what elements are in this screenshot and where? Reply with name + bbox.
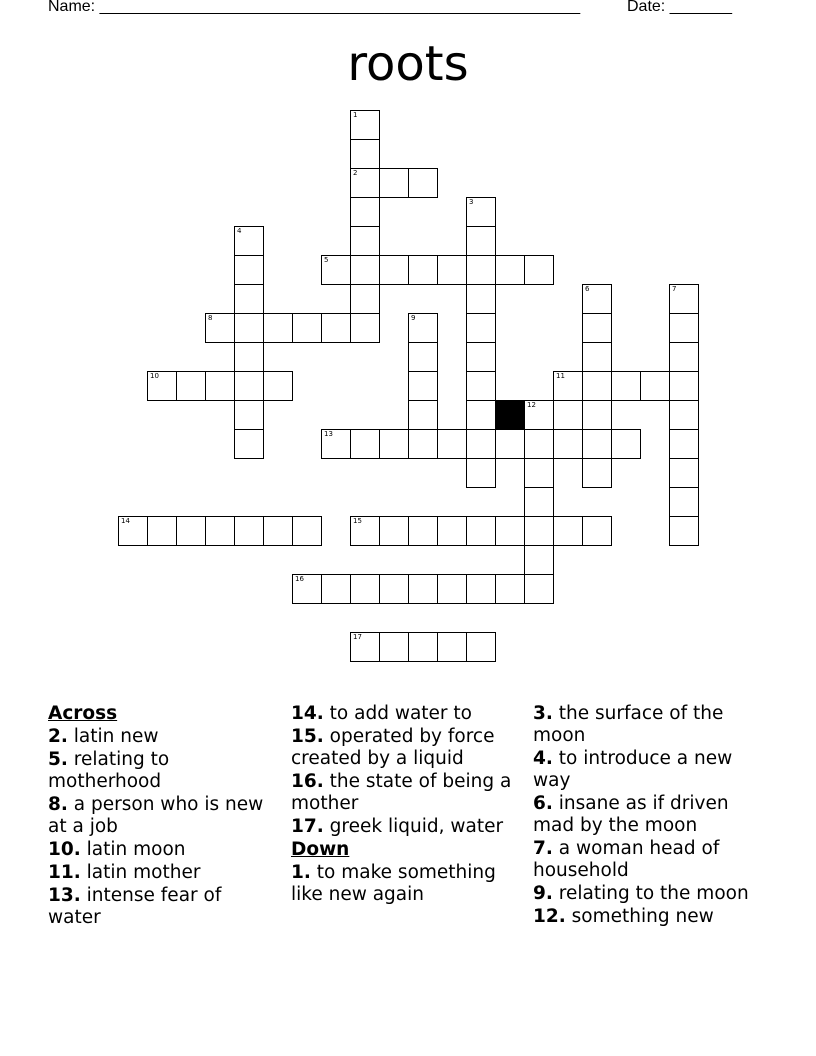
grid-cell[interactable]	[263, 516, 293, 546]
clue-number: 13	[324, 430, 333, 438]
grid-cell[interactable]	[611, 429, 641, 459]
grid-cell[interactable]	[408, 168, 438, 198]
grid-cell[interactable]	[466, 226, 496, 256]
clue-item-text: to add water to	[329, 703, 472, 724]
clue-item	[533, 906, 773, 928]
grid-cell[interactable]	[205, 516, 235, 546]
name-field[interactable]: Name: ______________________________________________________	[48, 0, 581, 15]
grid-cell[interactable]	[466, 197, 496, 227]
grid-cell[interactable]	[582, 516, 612, 546]
clue-item-text: something new	[571, 906, 714, 927]
clue-item	[48, 885, 278, 929]
grid-cell[interactable]	[350, 313, 380, 343]
grid-cell[interactable]	[408, 632, 438, 662]
clue-number: 16	[295, 575, 304, 583]
clue-item	[48, 726, 278, 748]
clue-item-text: greek liquid, water	[329, 816, 504, 837]
clue-item-number: 12.	[533, 906, 566, 927]
grid-cell[interactable]	[321, 313, 351, 343]
clue-item-text: the state of being a mother	[291, 771, 512, 814]
clues-column-1	[48, 703, 278, 930]
clue-item-number: 8.	[48, 794, 68, 815]
clue-item-text: relating to motherhood	[48, 749, 170, 792]
grid-cell[interactable]	[524, 458, 554, 488]
clue-number: 7	[672, 285, 677, 293]
grid-cell[interactable]	[234, 255, 264, 285]
clue-item	[48, 862, 278, 884]
clue-number: 15	[353, 517, 362, 525]
grid-cell[interactable]	[466, 255, 496, 285]
clue-number: 17	[353, 633, 362, 641]
grid-cell[interactable]	[495, 255, 525, 285]
grid-cell[interactable]	[408, 371, 438, 401]
clue-number: 9	[411, 314, 416, 322]
clue-number: 1	[353, 111, 358, 119]
grid-cell[interactable]	[582, 458, 612, 488]
grid-cell[interactable]	[176, 516, 206, 546]
grid-cell[interactable]	[379, 516, 409, 546]
grid-cell[interactable]	[205, 313, 235, 343]
grid-cell[interactable]	[379, 574, 409, 604]
grid-cell[interactable]	[234, 429, 264, 459]
clue-item-text: operated by force created by a liquid	[291, 726, 495, 769]
grid-cell[interactable]	[176, 371, 206, 401]
clue-number: 2	[353, 169, 358, 177]
clue-item	[48, 749, 278, 793]
grid-cell[interactable]	[292, 574, 322, 604]
clue-item-text: the surface of the moon	[533, 703, 724, 746]
clue-item	[291, 862, 521, 906]
grid-cell[interactable]	[669, 516, 699, 546]
grid-cell[interactable]	[234, 342, 264, 372]
grid-cell[interactable]	[582, 371, 612, 401]
grid-cell[interactable]	[553, 429, 583, 459]
grid-cell[interactable]	[408, 255, 438, 285]
grid-cell[interactable]	[350, 255, 380, 285]
grid-cell[interactable]	[118, 516, 148, 546]
clue-item-number: 2.	[48, 726, 68, 747]
clue-item-number: 11.	[48, 862, 81, 883]
clue-item-number: 1.	[291, 862, 311, 883]
clue-item	[291, 771, 521, 815]
clue-item	[533, 748, 773, 792]
down-heading: Down	[291, 839, 350, 860]
grid-cell[interactable]	[408, 574, 438, 604]
clue-item-text: a person who is new at a job	[48, 794, 264, 837]
clue-item	[291, 816, 521, 838]
clue-number: 4	[237, 227, 242, 235]
grid-cell[interactable]	[553, 516, 583, 546]
puzzle-title: roots	[347, 36, 469, 92]
grid-cell[interactable]	[234, 313, 264, 343]
grid-cell[interactable]	[321, 574, 351, 604]
grid-cell[interactable]	[350, 516, 380, 546]
clue-item	[48, 839, 278, 861]
clue-item-number: 10.	[48, 839, 81, 860]
grid-cell[interactable]	[466, 632, 496, 662]
clue-item-text: intense fear of water	[48, 885, 222, 928]
clue-number: 10	[150, 372, 159, 380]
grid-cell[interactable]	[234, 284, 264, 314]
clue-item-text: latin mother	[86, 862, 201, 883]
grid-cell[interactable]	[611, 371, 641, 401]
grid-cell[interactable]	[350, 168, 380, 198]
grid-cell[interactable]	[350, 632, 380, 662]
grid-cell[interactable]	[582, 313, 612, 343]
grid-cell[interactable]	[466, 371, 496, 401]
clues-column-2	[291, 703, 521, 907]
clue-item-number: 5.	[48, 749, 68, 770]
grid-cell[interactable]	[553, 371, 583, 401]
grid-cell[interactable]	[524, 545, 554, 575]
grid-cell[interactable]	[379, 429, 409, 459]
clue-item-number: 14.	[291, 703, 324, 724]
clue-number: 14	[121, 517, 130, 525]
grid-cell[interactable]	[350, 574, 380, 604]
grid-cell[interactable]	[466, 400, 496, 430]
grid-cell[interactable]	[669, 429, 699, 459]
clue-item-number: 6.	[533, 793, 553, 814]
grid-cell[interactable]	[466, 342, 496, 372]
grid-cell[interactable]	[350, 197, 380, 227]
grid-cell[interactable]	[582, 400, 612, 430]
grid-cell[interactable]	[321, 429, 351, 459]
grid-cell[interactable]	[350, 110, 380, 140]
clue-item-text: latin moon	[86, 839, 186, 860]
grid-cell[interactable]	[524, 574, 554, 604]
grid-cell[interactable]	[524, 429, 554, 459]
grid-cell[interactable]	[669, 458, 699, 488]
grid-cell[interactable]	[263, 313, 293, 343]
grid-cell[interactable]	[205, 371, 235, 401]
grid-cell[interactable]	[379, 632, 409, 662]
clue-item-text: relating to the moon	[558, 883, 749, 904]
grid-cell[interactable]	[524, 516, 554, 546]
grid-cell[interactable]	[379, 168, 409, 198]
grid-cell[interactable]	[669, 400, 699, 430]
grid-cell[interactable]	[582, 342, 612, 372]
clue-number: 3	[469, 198, 474, 206]
grid-cell[interactable]	[495, 429, 525, 459]
clue-item	[533, 703, 773, 747]
grid-cell[interactable]	[495, 574, 525, 604]
clue-item	[48, 794, 278, 838]
clue-item	[533, 793, 773, 837]
clue-item-text: latin new	[73, 726, 159, 747]
clue-item	[533, 883, 773, 905]
clue-item-number: 4.	[533, 748, 553, 769]
date-field[interactable]: Date: _______	[627, 0, 732, 15]
grid-cell[interactable]	[669, 313, 699, 343]
clue-item-number: 17.	[291, 816, 324, 837]
grid-cell[interactable]	[292, 516, 322, 546]
grid-cell[interactable]	[669, 487, 699, 517]
grid-cell[interactable]	[466, 458, 496, 488]
clue-number: 11	[556, 372, 565, 380]
clues-column-3	[533, 703, 773, 929]
clue-item-number: 7.	[533, 838, 553, 859]
grid-cell[interactable]	[437, 429, 467, 459]
grid-cell[interactable]	[495, 516, 525, 546]
grid-cell[interactable]	[292, 313, 322, 343]
clue-item-text: to make something like new again	[291, 862, 496, 905]
grid-cell[interactable]	[669, 284, 699, 314]
grid-cell[interactable]	[669, 371, 699, 401]
grid-cell[interactable]	[234, 516, 264, 546]
grid-cell[interactable]	[234, 371, 264, 401]
grid-cell[interactable]	[466, 516, 496, 546]
grid-cell[interactable]	[640, 371, 670, 401]
grid-cell[interactable]	[466, 313, 496, 343]
grid-cell[interactable]	[379, 255, 409, 285]
grid-cell[interactable]	[466, 429, 496, 459]
grid-cell[interactable]	[437, 574, 467, 604]
clue-item-text: insane as if driven mad by the moon	[533, 793, 729, 836]
down-clue-list	[291, 862, 521, 906]
grid-cell[interactable]	[524, 255, 554, 285]
grid-cell[interactable]	[669, 342, 699, 372]
clue-item-number: 16.	[291, 771, 324, 792]
grid-cell[interactable]	[350, 139, 380, 169]
grid-cell[interactable]	[408, 429, 438, 459]
clue-number: 6	[585, 285, 590, 293]
clue-number: 12	[527, 401, 536, 409]
grid-cell[interactable]	[437, 632, 467, 662]
clue-number: 5	[324, 256, 329, 264]
grid-cell[interactable]	[408, 342, 438, 372]
grid-cell[interactable]	[408, 516, 438, 546]
clue-item	[533, 838, 773, 882]
grid-cell[interactable]	[147, 516, 177, 546]
clue-item-number: 13.	[48, 885, 81, 906]
across-heading: Across	[48, 703, 118, 724]
grid-cell[interactable]	[350, 429, 380, 459]
grid-cell[interactable]	[524, 487, 554, 517]
grid-cell[interactable]	[408, 313, 438, 343]
grid-cell[interactable]	[582, 429, 612, 459]
clue-item-number: 15.	[291, 726, 324, 747]
grid-cell[interactable]	[582, 284, 612, 314]
clue-item-text: to introduce a new way	[533, 748, 733, 791]
grid-cell[interactable]	[234, 226, 264, 256]
clue-item	[291, 703, 521, 725]
grid-cell[interactable]	[466, 284, 496, 314]
across-clue-list-continued	[291, 703, 521, 838]
grid-cell[interactable]	[147, 371, 177, 401]
grid-cell[interactable]	[466, 574, 496, 604]
clue-item-number: 3.	[533, 703, 553, 724]
grid-cell[interactable]	[437, 255, 467, 285]
grid-cell[interactable]	[408, 400, 438, 430]
down-clue-list-continued	[533, 703, 773, 928]
grid-cell[interactable]	[350, 284, 380, 314]
clue-item	[291, 726, 521, 770]
grid-cell[interactable]	[350, 226, 380, 256]
clue-item-text: a woman head of household	[533, 838, 720, 881]
grid-cell[interactable]	[437, 516, 467, 546]
clue-item-number: 9.	[533, 883, 553, 904]
grid-cell[interactable]	[321, 255, 351, 285]
grid-cell[interactable]	[234, 400, 264, 430]
grid-cell[interactable]	[524, 400, 554, 430]
across-clue-list	[48, 726, 278, 929]
clue-number: 8	[208, 314, 213, 322]
black-cell	[495, 400, 525, 430]
grid-cell[interactable]	[263, 371, 293, 401]
